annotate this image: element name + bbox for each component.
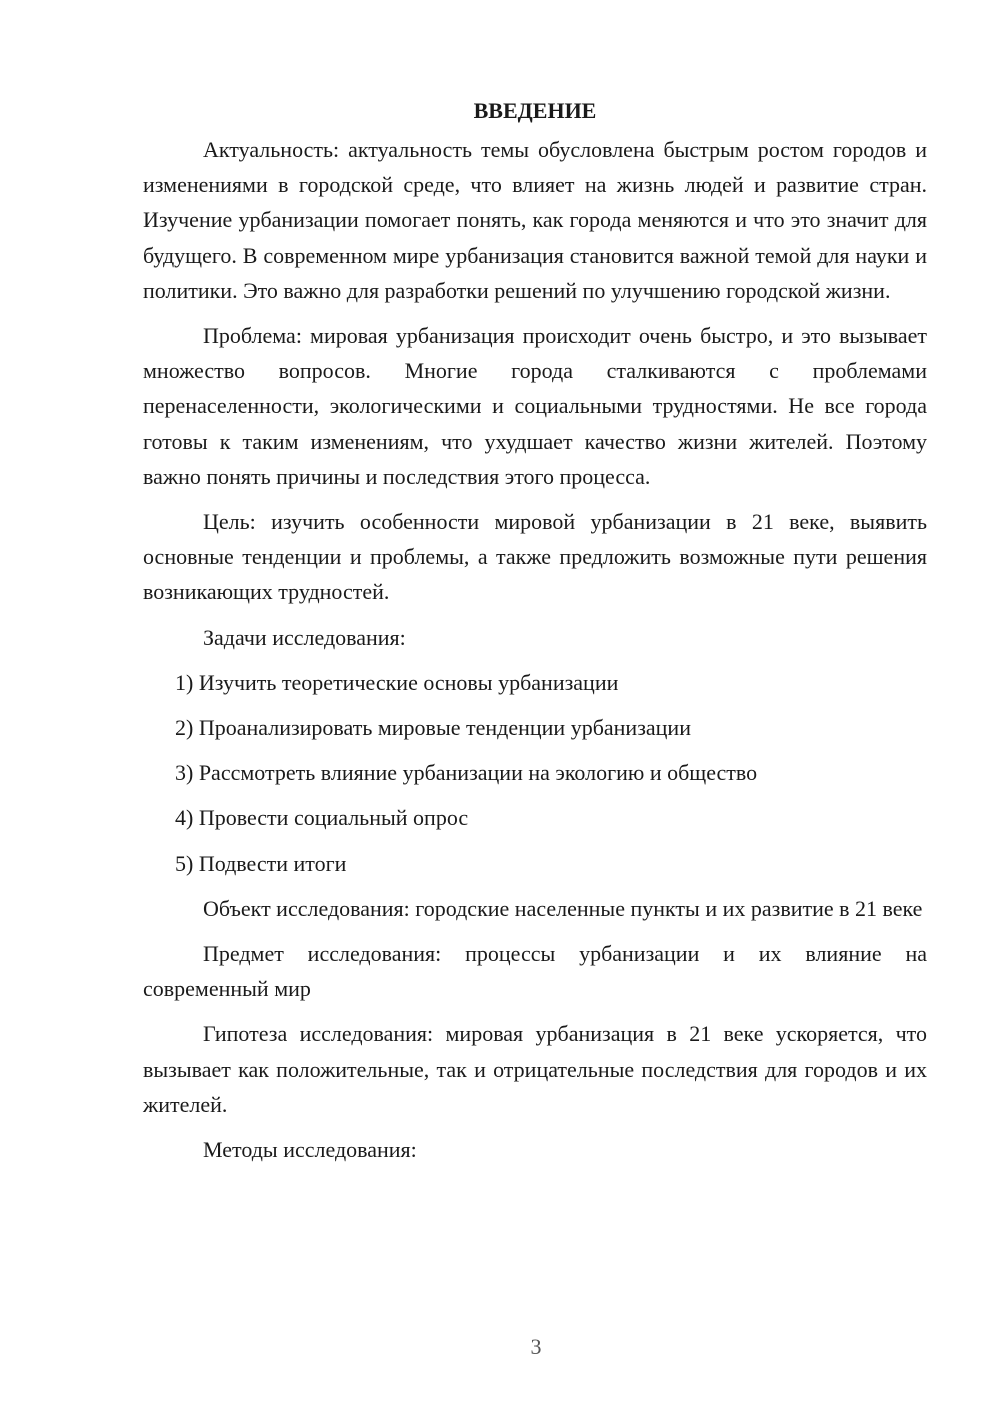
problem-paragraph: Проблема: мировая урбанизация происходит очень быстро, и это вызывает множество вопросов. Многие города сталкиваются с проблемами перенаселенности, экологическими и социальными трудностями. Не все города готовы к таким изменениям, что ухудшает качество жизни жителей. Поэтому важно понять причины и последствия этого процесса. [143,323,927,489]
list-item: 2) Проанализировать мировые тенденции урбанизации [175,715,691,741]
document-page [143,96,927,1177]
methods-heading: Методы исследования: [203,1137,417,1163]
list-item: 3) Рассмотреть влияние урбанизации на экологию и общество [175,760,758,786]
relevance-paragraph: Актуальность: актуальность темы обусловлена быстрым ростом городов и изменениями в городской среде, что влияет на жизнь людей и развитие стран. Изучение урбанизации помогает понять, как города меняются и что это значит для будущего. В современном мире урбанизация становится важной темой для науки и политики. Это важно для разработки решений по улучшению городской жизни. [143,137,927,303]
goal-paragraph: Цель: изучить особенности мировой урбанизации в 21 веке, выявить основные тенденции и проблемы, а также предложить возможные пути решения возникающих трудностей. [143,509,927,605]
tasks-list [143,665,927,881]
hypothesis-paragraph: Гипотеза исследования: мировая урбанизация в 21 веке ускоряется, что вызывает как положительные, так и отрицательные последствия для городов и их жителей. [143,1021,927,1117]
page-title: ВВЕДЕНИЕ [473,98,597,123]
list-item: 1) Изучить теоретические основы урбанизации [175,669,619,695]
page-number: 3 [530,1334,542,1359]
object-paragraph: Объект исследования: городские населенные пункты и их развитие в 21 веке [203,895,923,921]
list-item: 5) Подвести итоги [175,850,347,876]
list-item: 4) Провести социальный опрос [175,805,469,831]
tasks-heading: Задачи исследования: [203,624,406,650]
subject-paragraph: Предмет исследования: процессы урбанизации и их влияние на современный мир [143,941,927,1002]
